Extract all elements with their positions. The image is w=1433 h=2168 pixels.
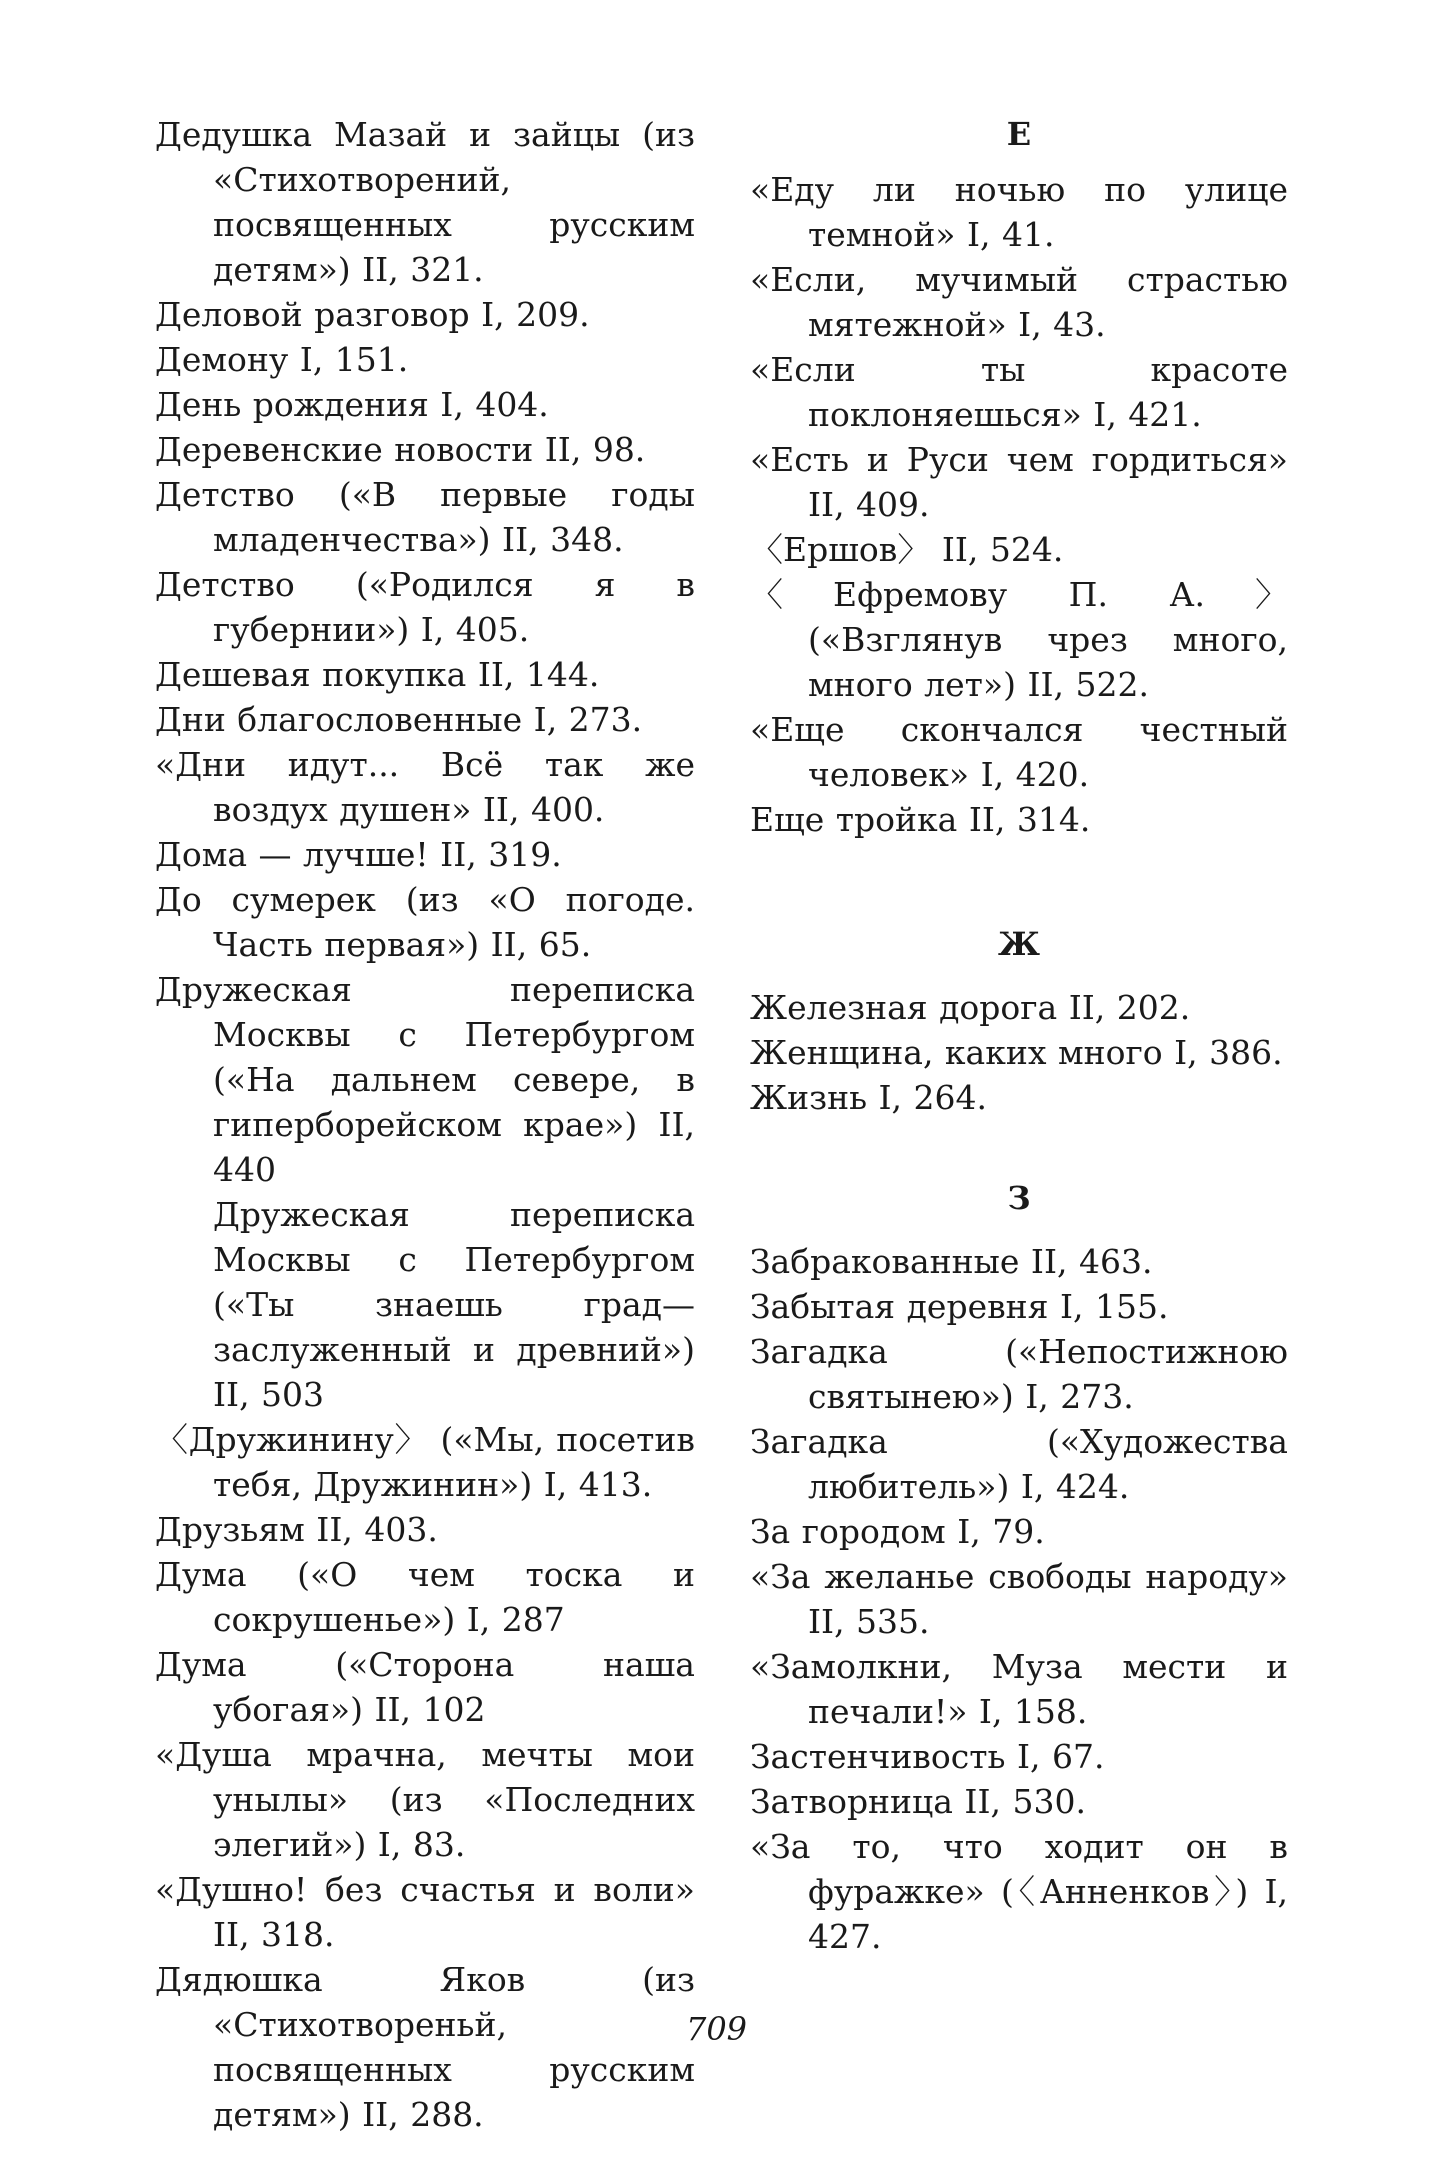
index-entry: Дома — лучше! II, 319. bbox=[155, 835, 562, 874]
index-entry: «За желанье свободы народу» II, 535. bbox=[750, 1557, 1288, 1641]
index-entry: Железная дорога II, 202. bbox=[750, 988, 1191, 1027]
section-z-entries bbox=[750, 1239, 1288, 1959]
section-letter-zh: Ж bbox=[998, 925, 1040, 963]
index-entry: Застенчивость I, 67. bbox=[750, 1737, 1105, 1776]
index-entry: Забытая деревня I, 155. bbox=[750, 1287, 1169, 1326]
index-entry: Дни благословенные I, 273. bbox=[155, 700, 643, 739]
index-entry: Забракованные II, 463. bbox=[750, 1242, 1153, 1281]
section-e-entries bbox=[750, 167, 1288, 842]
index-entry: Загадка («Непостижною святынею») I, 273. bbox=[750, 1332, 1288, 1416]
index-entry: До сумерек (из «О погоде. Часть первая») II, 65. bbox=[155, 880, 695, 964]
index-entry: «Если ты красоте поклоняешься» I, 421. bbox=[750, 350, 1288, 434]
index-entry: Дума («Сторона наша убогая») II, 102 bbox=[155, 1645, 695, 1729]
index-entry: Дядюшка Яков (из «Стихотвореньй, посвященных русским детям») II, 288. bbox=[155, 1960, 695, 2134]
index-entry: Загадка («Художества любитель») I, 424. bbox=[750, 1422, 1288, 1506]
index-entry: Женщина, каких много I, 386. bbox=[750, 1033, 1283, 1072]
index-entry: Дружеская переписка Москвы с Петербургом («Ты знаешь град—заслуженный и древний») II, 503 bbox=[213, 1195, 695, 1414]
index-entry: Затворница II, 530. bbox=[750, 1782, 1086, 1821]
index-entry: «Есть и Руси чем гордиться» II, 409. bbox=[750, 440, 1288, 524]
index-entry: «За то, что ходит он в фуражке» (〈Анненков〉) I, 427. bbox=[750, 1827, 1288, 1956]
index-entry: Еще тройка II, 314. bbox=[750, 800, 1091, 839]
right-column bbox=[750, 112, 1288, 1959]
section-letter-e: Е bbox=[1006, 115, 1032, 153]
index-entry: 〈Ефремову П. А.〉 («Взглянув чрез много, много лет») II, 522. bbox=[750, 575, 1288, 704]
index-entry: День рождения I, 404. bbox=[155, 385, 549, 424]
index-entry: Дума («О чем тоска и сокрушенье») I, 287 bbox=[155, 1555, 695, 1639]
section-zh-entries bbox=[750, 985, 1288, 1120]
index-entry: «Замолкни, Муза мести и печали!» I, 158. bbox=[750, 1647, 1288, 1731]
index-entry: 〈Дружинину〉 («Мы, посетив тебя, Дружинин») I, 413. bbox=[155, 1420, 695, 1504]
index-entry: Деловой разговор I, 209. bbox=[155, 295, 590, 334]
left-column bbox=[155, 112, 695, 2137]
index-entry: 〈Ершов〉 II, 524. bbox=[750, 530, 1064, 569]
page-number: 709 bbox=[685, 2010, 748, 2048]
index-entry: «Душа мрачна, мечты мои унылы» (из «Последних элегий») I, 83. bbox=[155, 1735, 695, 1864]
index-entry: Дешевая покупка II, 144. bbox=[155, 655, 600, 694]
index-entry: Дедушка Мазай и зайцы (из «Стихотворений, посвященных русским детям») II, 321. bbox=[155, 115, 695, 289]
index-entry: «Еду ли ночью по улице темной» I, 41. bbox=[750, 170, 1288, 254]
index-entry: Демону I, 151. bbox=[155, 340, 409, 379]
index-entry: «Дни идут... Всё так же воздух душен» II, 400. bbox=[155, 745, 695, 829]
index-entry: «Еще скончался честный человек» I, 420. bbox=[750, 710, 1288, 794]
index-entry: Жизнь I, 264. bbox=[750, 1078, 988, 1117]
index-entry: Детство («В первые годы младенчества») II, 348. bbox=[155, 475, 695, 559]
index-entry: За городом I, 79. bbox=[750, 1512, 1045, 1551]
index-entry: Детство («Родился я в губернии») I, 405. bbox=[155, 565, 695, 649]
index-entry: Друзьям II, 403. bbox=[155, 1510, 438, 1549]
index-entry: Дружеская переписка Москвы с Петербургом («На дальнем севере, в гиперборейском крае») II, 440 bbox=[155, 970, 695, 1189]
index-entry: «Душно! без счастья и воли» II, 318. bbox=[155, 1870, 695, 1954]
index-entry: «Если, мучимый страстью мятежной» I, 43. bbox=[750, 260, 1288, 344]
section-letter-z: З bbox=[1007, 1179, 1031, 1217]
index-entry: Деревенские новости II, 98. bbox=[155, 430, 646, 469]
